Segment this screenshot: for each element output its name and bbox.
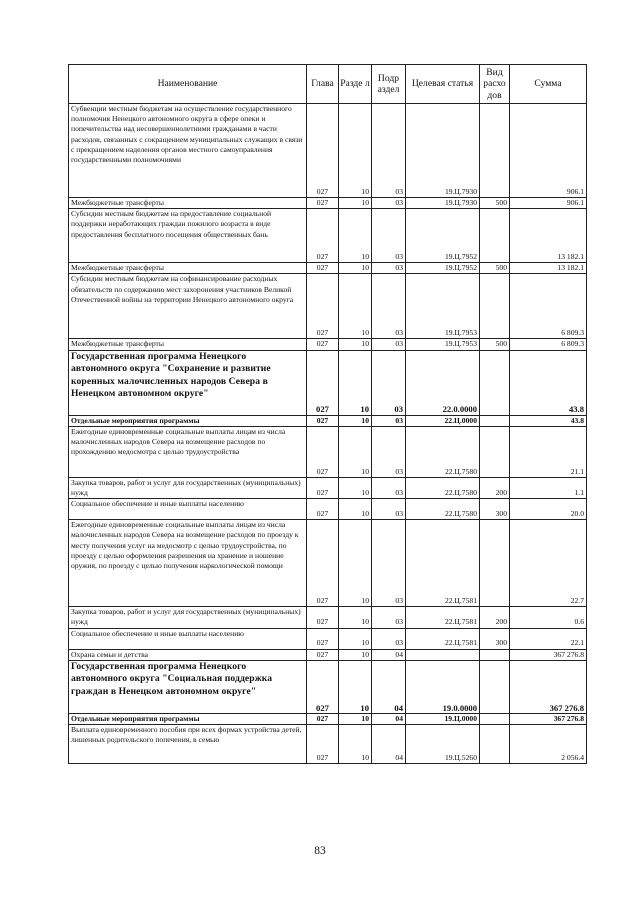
row-sum: 20.0 bbox=[510, 499, 587, 520]
row-sum: 906.1 bbox=[510, 198, 587, 209]
row-name: Закупка товаров, работ и услуг для государственных (муниципальных) нужд bbox=[69, 607, 307, 628]
row-kind bbox=[480, 725, 510, 764]
header-section: Разде л bbox=[339, 65, 372, 104]
row-subsection: 03 bbox=[372, 209, 406, 263]
row-subsection: 03 bbox=[372, 628, 406, 649]
row-target: 22.0.0000 bbox=[406, 350, 480, 415]
row-target: 19.Ц.7953 bbox=[406, 339, 480, 350]
row-chapter: 027 bbox=[307, 350, 339, 415]
row-section: 10 bbox=[339, 263, 372, 274]
table-row bbox=[69, 725, 587, 764]
row-name: Межбюджетные трансферты bbox=[69, 263, 307, 274]
row-target: 19.Ц.7930 bbox=[406, 198, 480, 209]
header-chapter: Глава bbox=[307, 65, 339, 104]
row-section: 10 bbox=[339, 520, 372, 607]
row-subsection: 04 bbox=[372, 649, 406, 660]
row-kind: 300 bbox=[480, 628, 510, 649]
row-chapter: 027 bbox=[307, 209, 339, 263]
row-kind: 200 bbox=[480, 607, 510, 628]
row-chapter: 027 bbox=[307, 426, 339, 477]
row-subsection: 03 bbox=[372, 477, 406, 498]
table-row bbox=[69, 520, 587, 607]
row-subsection: 03 bbox=[372, 350, 406, 415]
row-subsection: 03 bbox=[372, 198, 406, 209]
row-kind: 200 bbox=[480, 477, 510, 498]
row-kind bbox=[480, 426, 510, 477]
row-name: Государственная программа Ненецкого автономного округа "Социальная поддержка граждан в Ненецком автономном округе" bbox=[69, 660, 307, 713]
table-row bbox=[69, 339, 587, 350]
table-row bbox=[69, 607, 587, 628]
row-target: 19.Ц.5260 bbox=[406, 725, 480, 764]
header-kind: Вид расхо дов bbox=[480, 65, 510, 104]
row-target: 19.Ц.7930 bbox=[406, 104, 480, 198]
row-target: 22.Ц.7581 bbox=[406, 628, 480, 649]
row-subsection: 04 bbox=[372, 725, 406, 764]
row-chapter: 027 bbox=[307, 274, 339, 339]
row-sum: 43.8 bbox=[510, 350, 587, 415]
row-sum: 13 182.1 bbox=[510, 263, 587, 274]
row-chapter: 027 bbox=[307, 649, 339, 660]
table-row bbox=[69, 628, 587, 649]
header-name: Наименование bbox=[69, 65, 307, 104]
table-row bbox=[69, 499, 587, 520]
row-kind: 300 bbox=[480, 499, 510, 520]
row-sum: 13 182.1 bbox=[510, 209, 587, 263]
row-name: Субсидии местным бюджетам на софинансирование расходных обязательств по содержанию мест захоронения участников Великой Отечественной войны на территории Ненецкого автономного округа bbox=[69, 274, 307, 339]
row-kind bbox=[480, 415, 510, 426]
row-subsection: 03 bbox=[372, 274, 406, 339]
row-target: 19.Ц.7952 bbox=[406, 209, 480, 263]
row-section: 10 bbox=[339, 607, 372, 628]
header-subsection: Подр аздел bbox=[372, 65, 406, 104]
row-kind bbox=[480, 649, 510, 660]
row-target bbox=[406, 649, 480, 660]
row-chapter: 027 bbox=[307, 520, 339, 607]
table-row bbox=[69, 415, 587, 426]
table-row bbox=[69, 426, 587, 477]
row-sum: 22.7 bbox=[510, 520, 587, 607]
row-target: 22.Ц.7581 bbox=[406, 520, 480, 607]
row-sum: 6 809.3 bbox=[510, 274, 587, 339]
row-chapter: 027 bbox=[307, 725, 339, 764]
row-target: 19.Ц.7953 bbox=[406, 274, 480, 339]
row-subsection: 03 bbox=[372, 520, 406, 607]
table-row bbox=[69, 274, 587, 339]
row-chapter: 027 bbox=[307, 607, 339, 628]
header-sum: Сумма bbox=[510, 65, 587, 104]
row-sum: 21.1 bbox=[510, 426, 587, 477]
row-chapter: 027 bbox=[307, 499, 339, 520]
row-chapter: 027 bbox=[307, 104, 339, 198]
row-subsection: 04 bbox=[372, 660, 406, 713]
row-name: Отдельные мероприятия программы bbox=[69, 415, 307, 426]
row-sum: 367 276.8 bbox=[510, 649, 587, 660]
table-row bbox=[69, 477, 587, 498]
row-name: Межбюджетные трансферты bbox=[69, 339, 307, 350]
row-section: 10 bbox=[339, 426, 372, 477]
row-section: 10 bbox=[339, 649, 372, 660]
row-name: Субсидии местным бюджетам на предоставление социальной поддержки неработающих граждан пожилого возраста в виде предоставления бесплатного посещения общественных бань bbox=[69, 209, 307, 263]
row-subsection: 03 bbox=[372, 426, 406, 477]
row-subsection: 03 bbox=[372, 263, 406, 274]
row-target: 22.Ц.7581 bbox=[406, 607, 480, 628]
row-name: Межбюджетные трансферты bbox=[69, 198, 307, 209]
row-section: 10 bbox=[339, 713, 372, 724]
row-target: 19.Ц.7952 bbox=[406, 263, 480, 274]
table-header-row bbox=[69, 65, 587, 104]
row-name: Ежегодные единовременные социальные выплаты лицам из числа малочисленных народов Севера на возмещение расходов по прохождению медосмотра с целью трудоустройства bbox=[69, 426, 307, 477]
row-name: Субвенции местным бюджетам на осуществление государственного полномочия Ненецкого автономного округа в сфере опеки и попечительства над несовершеннолетними гражданами в части расходов, связанных с сокращением муниципальных служащих в связи с прекращением наделения органов местного самоуправления государственными полномочиями bbox=[69, 104, 307, 198]
row-sum: 906.1 bbox=[510, 104, 587, 198]
row-sum: 1.1 bbox=[510, 477, 587, 498]
table-row bbox=[69, 660, 587, 713]
row-name: Закупка товаров, работ и услуг для государственных (муниципальных) нужд bbox=[69, 477, 307, 498]
row-section: 10 bbox=[339, 499, 372, 520]
row-kind bbox=[480, 713, 510, 724]
row-sum: 367 276.8 bbox=[510, 713, 587, 724]
row-kind: 500 bbox=[480, 198, 510, 209]
row-subsection: 03 bbox=[372, 339, 406, 350]
row-section: 10 bbox=[339, 628, 372, 649]
row-target: 22.Ц.0000 bbox=[406, 415, 480, 426]
row-section: 10 bbox=[339, 209, 372, 263]
row-chapter: 027 bbox=[307, 660, 339, 713]
row-sum: 6 809.3 bbox=[510, 339, 587, 350]
row-chapter: 027 bbox=[307, 713, 339, 724]
row-sum: 22.1 bbox=[510, 628, 587, 649]
row-target: 19.0.0000 bbox=[406, 660, 480, 713]
row-kind: 500 bbox=[480, 339, 510, 350]
row-subsection: 04 bbox=[372, 713, 406, 724]
row-section: 10 bbox=[339, 725, 372, 764]
table-row bbox=[69, 104, 587, 198]
row-section: 10 bbox=[339, 339, 372, 350]
header-target: Целевая статья bbox=[406, 65, 480, 104]
row-subsection: 03 bbox=[372, 415, 406, 426]
row-sum: 43.8 bbox=[510, 415, 587, 426]
row-kind bbox=[480, 660, 510, 713]
table-row bbox=[69, 263, 587, 274]
row-section: 10 bbox=[339, 477, 372, 498]
row-chapter: 027 bbox=[307, 477, 339, 498]
row-sum: 0.6 bbox=[510, 607, 587, 628]
row-kind bbox=[480, 104, 510, 198]
row-kind bbox=[480, 274, 510, 339]
page-number: 83 bbox=[314, 845, 326, 857]
row-chapter: 027 bbox=[307, 415, 339, 426]
row-target: 22.Ц.7580 bbox=[406, 499, 480, 520]
row-kind bbox=[480, 209, 510, 263]
row-section: 10 bbox=[339, 198, 372, 209]
row-subsection: 03 bbox=[372, 104, 406, 198]
row-section: 10 bbox=[339, 104, 372, 198]
row-subsection: 03 bbox=[372, 607, 406, 628]
table-row bbox=[69, 209, 587, 263]
row-chapter: 027 bbox=[307, 628, 339, 649]
table-row bbox=[69, 350, 587, 415]
row-section: 10 bbox=[339, 415, 372, 426]
row-section: 10 bbox=[339, 660, 372, 713]
row-chapter: 027 bbox=[307, 339, 339, 350]
table-row bbox=[69, 198, 587, 209]
row-kind bbox=[480, 350, 510, 415]
row-section: 10 bbox=[339, 350, 372, 415]
table-row bbox=[69, 649, 587, 660]
row-name: Выплата единовременного пособия при всех формах устройства детей, лишенных родительского попечения, в семью bbox=[69, 725, 307, 764]
row-sum: 2 056.4 bbox=[510, 725, 587, 764]
row-name: Охрана семьи и детства bbox=[69, 649, 307, 660]
row-kind: 500 bbox=[480, 263, 510, 274]
row-section: 10 bbox=[339, 274, 372, 339]
row-target: 19.Ц.0000 bbox=[406, 713, 480, 724]
row-kind bbox=[480, 520, 510, 607]
table-row bbox=[69, 713, 587, 724]
row-chapter: 027 bbox=[307, 198, 339, 209]
row-name: Государственная программа Ненецкого автономного округа "Сохранение и развитие коренных малочисленных народов Севера в Ненецком автономном округе" bbox=[69, 350, 307, 415]
row-chapter: 027 bbox=[307, 263, 339, 274]
row-name: Социальное обеспечение и иные выплаты населению bbox=[69, 499, 307, 520]
row-sum: 367 276.8 bbox=[510, 660, 587, 713]
row-name: Ежегодные единовременные социальные выплаты лицам из числа малочисленных народов Севера на возмещение расходов по проезду к месту получения услуг на медосмотр с целью трудоустройства, по проезду с целью оформления разрешения на хранение и ношение оружия, по проезду с целью получения наркологической помощи bbox=[69, 520, 307, 607]
budget-table bbox=[68, 64, 587, 764]
row-name: Отдельные мероприятия программы bbox=[69, 713, 307, 724]
row-subsection: 03 bbox=[372, 499, 406, 520]
row-target: 22.Ц.7580 bbox=[406, 426, 480, 477]
row-name: Социальное обеспечение и иные выплаты населению bbox=[69, 628, 307, 649]
row-target: 22.Ц.7580 bbox=[406, 477, 480, 498]
